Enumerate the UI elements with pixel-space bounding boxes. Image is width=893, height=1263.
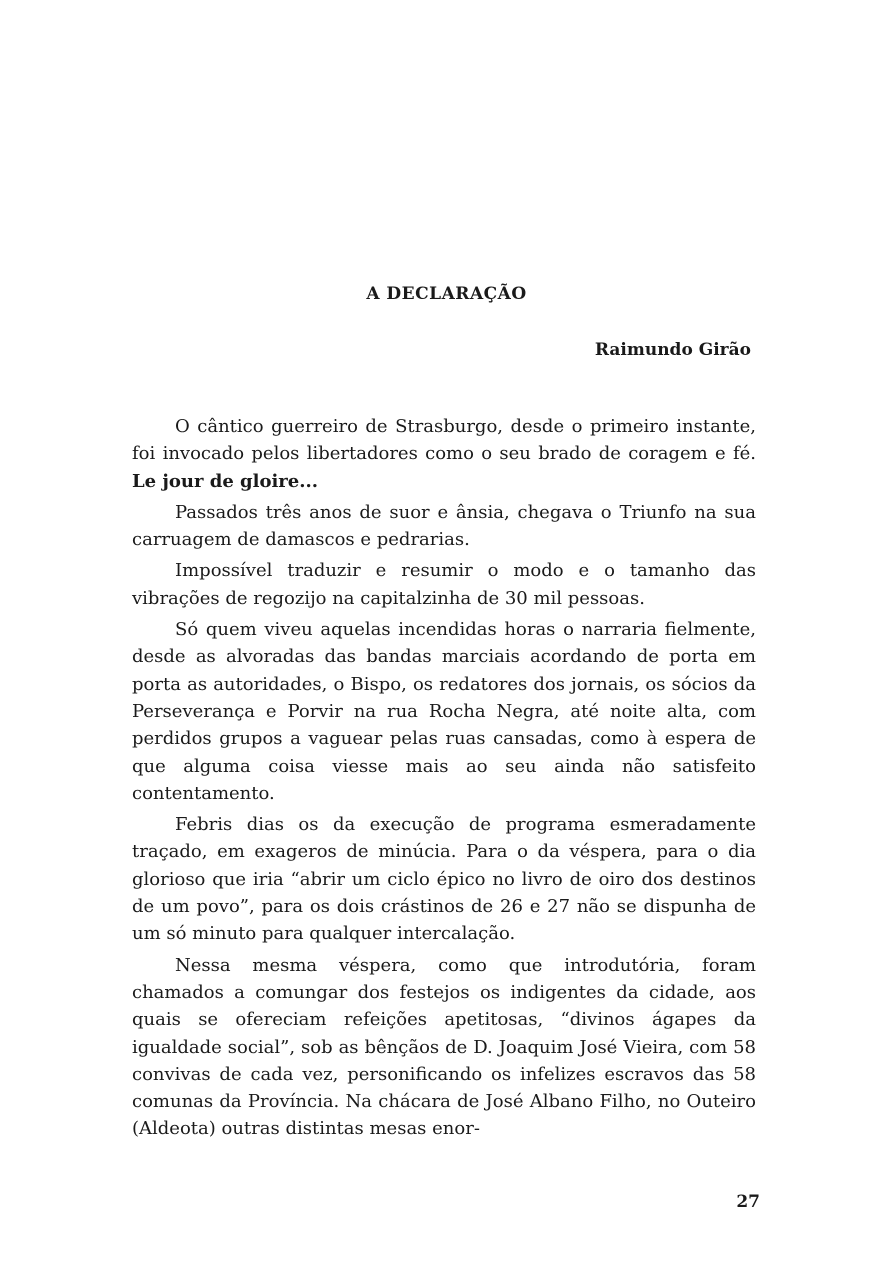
paragraph-3: Impossível traduzir e resumir o modo e o tamanho das vibrações de regozijo na capitalzinha de 30 mil pessoas. — [132, 560, 756, 609]
paragraph-5: Febris dias os da execução de programa esmeradamente traçado, em exageros de minúcia. Para o da véspera, para o dia glorioso que iria “abrir um ciclo épico no livro de oiro dos destinos de um povo”, para os dois crástinos de 26 e 27 não se dispunha de um só minuto para qualquer intercalação. — [132, 814, 756, 945]
paragraph-6: Nessa mesma véspera, como que introdutória, foram chamados a comungar dos festejos os indigentes da cidade, aos quais se ofereciam refeições apetitosas, “divinos ágapes da igualdade social”, sob as bênçãos de D. Joaquim José Vieira, com 58 convivas de cada vez, personificando os infelizes escravos das 58 comunas da Província. Na chácara de José Albano Filho, no Outeiro (Aldeota) outras distintas mesas enor- — [132, 954, 756, 1140]
paragraph-4: Só quem viveu aquelas incendidas horas o narraria fielmente, desde as alvoradas das bandas marciais acordando de porta em porta as autoridades, o Bispo, os redatores dos jornais, os sócios da Perseverança e Porvir na rua Rocha Negra, até noite alta, com perdidos grupos a vaguear pelas ruas cansadas, como à espera de que alguma coisa viesse mais ao seu ainda não satisfeito contentamento. — [132, 619, 756, 804]
paragraph-1 — [132, 413, 756, 495]
paragraph-1-emphasis: Le jour de gloire... — [132, 470, 319, 492]
author-name: Raimundo Girão — [594, 340, 751, 360]
paragraph-2: Passados três anos de suor e ânsia, chegava o Triunfo na sua carruagem de damascos e pedrarias. — [132, 501, 756, 551]
page-number: 27 — [736, 1192, 760, 1212]
chapter-title: A DECLARAÇÃO — [366, 284, 527, 304]
body-text — [132, 413, 756, 1147]
paragraph-1-text: O cântico guerreiro de Strasburgo, desde o primeiro instante, foi invocado pelos libertadores como o seu brado de coragem e fé. — [132, 416, 756, 465]
